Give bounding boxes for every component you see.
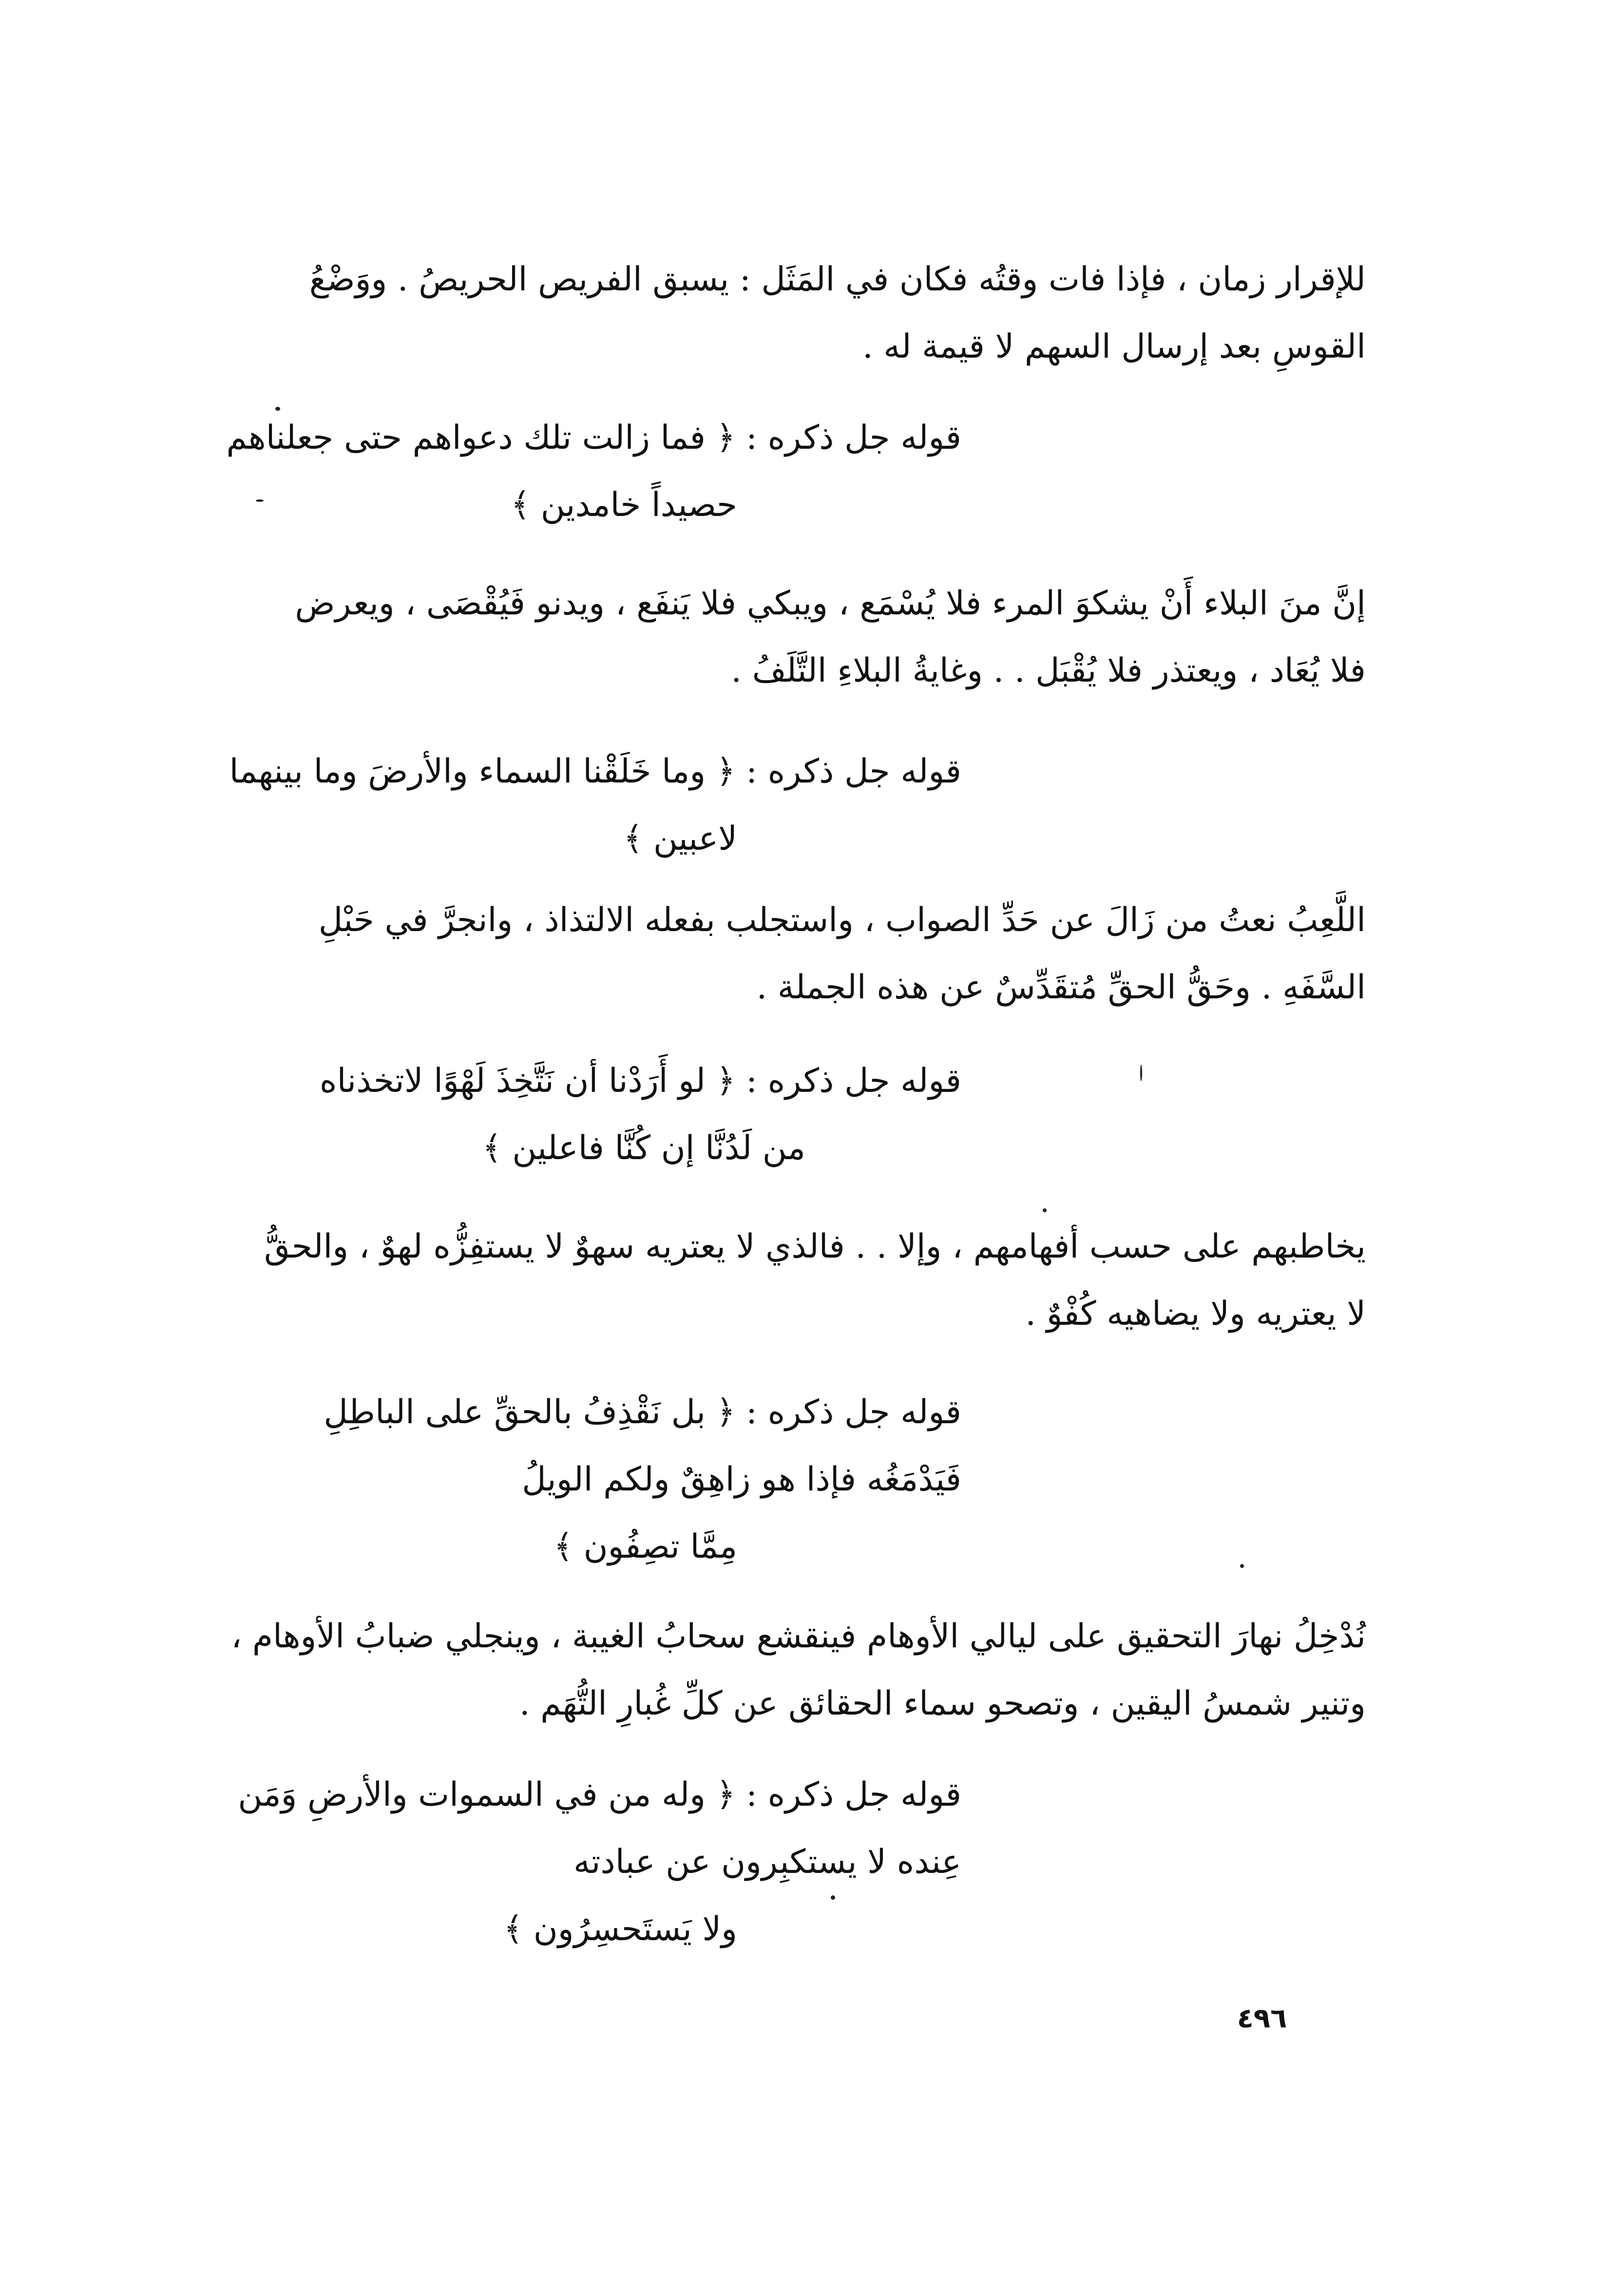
scan-speck bbox=[831, 1895, 835, 1900]
text-line: السَّفَهِ . وحَقُّ الحقِّ مُتقَدِّسٌ عن هذه الجملة . bbox=[756, 968, 1366, 1007]
verse-line: عِنده لا يستكبِرون عن عبادته bbox=[573, 1843, 961, 1881]
verse-line: فَيَدْمَغُه فإذا هو زاهِقٌ ولكم الويلُ bbox=[522, 1460, 961, 1499]
text-line: للإقرار زمان ، فإذا فات وقتُه فكان في المَثَل : يسبق الفريص الحريصُ . ووَضْعُ bbox=[309, 260, 1366, 299]
prose-paragraph bbox=[265, 1213, 1366, 1348]
scan-speck bbox=[1240, 1564, 1244, 1568]
text-line: فلا يُعَاد ، ويعتذر فلا يُقْبَل . . وغايةُ البلاءِ التَّلَفُ . bbox=[731, 651, 1366, 690]
verse-line: قوله جل ذكره : ﴿ وله من في السموات والأرضِ وَمَن bbox=[238, 1776, 961, 1814]
text-line: يخاطبهم على حسب أفهامهم ، وإلا . . فالذي لا يعتريه سهوٌ لا يستفِزُّه لهوٌ ، والحقُّ bbox=[264, 1227, 1366, 1266]
quran-verse bbox=[226, 404, 961, 539]
prose-paragraph bbox=[231, 1603, 1366, 1737]
scan-speck bbox=[275, 407, 280, 411]
verse-line: قوله جل ذكره : ﴿ فما زالت تلك دعواهم حتى جعلناهم bbox=[226, 419, 961, 457]
quran-verse bbox=[265, 1379, 961, 1581]
text-line: لا يعتريه ولا يضاهيه كُفْوٌ . bbox=[1025, 1295, 1366, 1333]
text-line: وتنير شمسُ اليقين ، وتصحو سماء الحقائق عن كلِّ غُبارِ التُّهَم . bbox=[519, 1684, 1366, 1723]
verse-line: قوله جل ذكره : ﴿ لو أَرَدْنا أن نَتَّخِذَ لَهْوًا لاتخذناه bbox=[319, 1062, 961, 1100]
quran-verse bbox=[238, 1761, 961, 1963]
verse-line: قوله جل ذكره : ﴿ وما خَلَقْنا السماء والأرضَ وما بينهما bbox=[229, 752, 961, 791]
verse-line: قوله جل ذكره : ﴿ بل نَقْذِفُ بالحقِّ على الباطِلِ bbox=[324, 1393, 961, 1432]
quran-verse bbox=[265, 1048, 961, 1182]
page-number: ٤٩٦ bbox=[1237, 2003, 1287, 2034]
verse-line: حصيداً خامدين ﴾ bbox=[511, 486, 737, 524]
verse-line: من لَدُنَّا إن كُنَّا فاعلين ﴾ bbox=[482, 1129, 805, 1167]
scan-speck bbox=[1140, 1065, 1142, 1081]
text-line: القوسِ بعد إرسال السهم لا قيمة له . bbox=[862, 327, 1366, 366]
verse-line: مِمَّا تصِفُون ﴾ bbox=[554, 1527, 737, 1566]
scan-speck bbox=[256, 499, 264, 502]
text-line: اللَّعِبُ نعتُ من زَالَ عن حَدِّ الصواب ، واستجلب بفعله الالتذاذ ، وانجرَّ في حَبْلِ bbox=[318, 901, 1366, 939]
text-line: نُدْخِلُ نهارَ التحقيق على ليالي الأوهام فينقشع سحابُ الغيبة ، وينجلي ضبابُ الأوهام ، bbox=[231, 1617, 1366, 1656]
prose-paragraph bbox=[265, 570, 1366, 705]
text-line: إنَّ منَ البلاء أَنْ يشكوَ المرء فلا يُسْمَع ، ويبكي فلا يَنفَع ، ويدنو فَيُقْصَى ، ويعرض bbox=[295, 584, 1366, 623]
prose-paragraph bbox=[265, 246, 1366, 381]
scan-speck bbox=[1043, 1208, 1047, 1212]
prose-paragraph bbox=[265, 887, 1366, 1021]
verse-line: لاعبين ﴾ bbox=[623, 820, 737, 858]
verse-line: ولا يَستَحسِرُون ﴾ bbox=[503, 1910, 737, 1948]
quran-verse bbox=[229, 738, 961, 873]
